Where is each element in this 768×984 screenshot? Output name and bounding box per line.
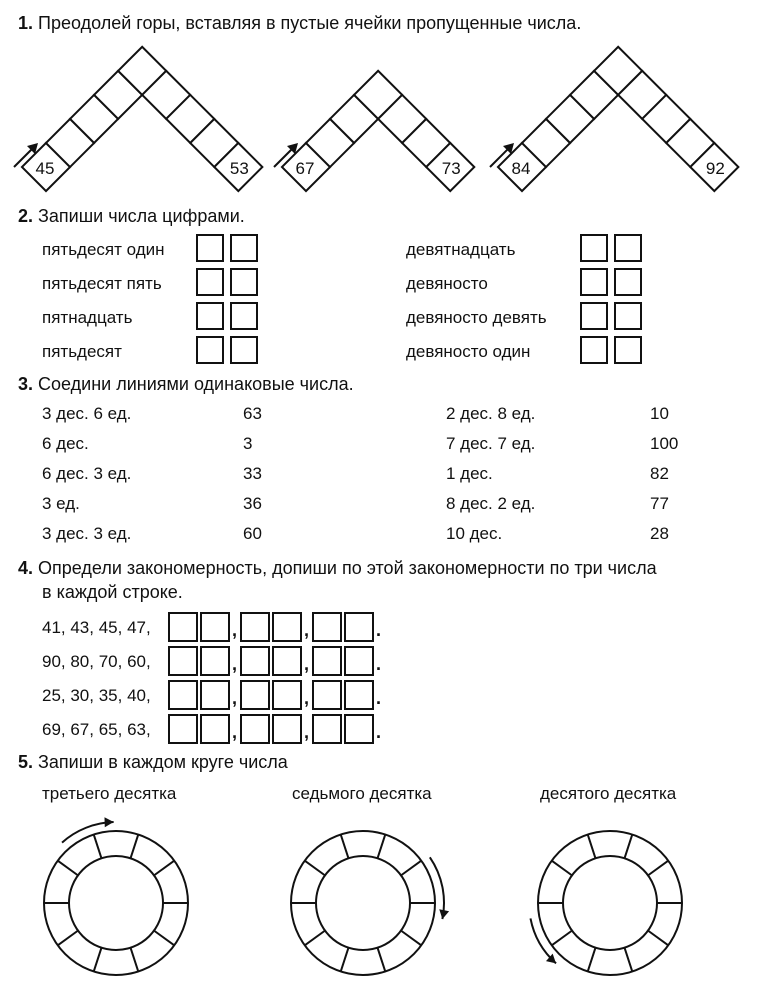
comma-separator: ,: [232, 654, 238, 674]
words-left-2: пятьдесят пять: [42, 274, 162, 293]
answer-cell[interactable]: [230, 302, 258, 330]
sequence-row: 25, 30, 35, 40,: [42, 686, 151, 705]
period-mark: .: [376, 654, 382, 674]
mountain-end-number: 92: [705, 159, 725, 178]
sequence-answer-cell[interactable]: [240, 612, 270, 642]
comma-separator: ,: [232, 688, 238, 708]
answer-cell[interactable]: [580, 234, 608, 262]
task-3-heading: [18, 374, 354, 395]
ring-label-2: седьмого десятка: [292, 784, 432, 803]
period-mark: .: [376, 688, 382, 708]
sequence-row: 41, 43, 45, 47,: [42, 618, 151, 637]
match-item: 2 дес. 8 ед.: [446, 404, 536, 423]
words-left-3: пятнадцать: [42, 308, 133, 327]
task-number: 4.: [18, 558, 34, 578]
words-right-1: девятнадцать: [406, 240, 516, 259]
answer-cell[interactable]: [580, 336, 608, 364]
mountain-end-number: 53: [229, 159, 249, 178]
words-right-4: девяносто один: [406, 342, 531, 361]
number-ring-2: [291, 831, 449, 975]
sequence-answer-cell[interactable]: [272, 714, 302, 744]
match-number: 63: [243, 404, 262, 423]
match-number: 60: [243, 524, 262, 543]
match-item: 3 дес. 3 ед.: [42, 524, 132, 543]
sequence-answer-cell[interactable]: [344, 680, 374, 710]
task-4-heading: [18, 558, 657, 579]
mountains-figure: [0, 40, 768, 200]
answer-cell[interactable]: [196, 234, 224, 262]
mountain-start-number: 67: [295, 159, 315, 178]
sequence-answer-cell[interactable]: [272, 612, 302, 642]
comma-separator: ,: [304, 722, 310, 742]
number-ring-3: [530, 831, 682, 975]
task-number: 3.: [18, 374, 34, 394]
comma-separator: ,: [232, 722, 238, 742]
sequence-answer-cell[interactable]: [272, 680, 302, 710]
sequence-answer-cell[interactable]: [168, 612, 198, 642]
task-1-heading: [18, 13, 581, 34]
mountain-2: [274, 71, 474, 191]
match-number: 28: [650, 524, 669, 543]
mountain-start-number: 84: [511, 159, 531, 178]
sequence-answer-cell[interactable]: [200, 680, 230, 710]
comma-separator: ,: [304, 620, 310, 640]
match-item: 6 дес. 3 ед.: [42, 464, 132, 483]
task-text: Запиши в каждом круге числа: [38, 752, 288, 772]
answer-cell[interactable]: [580, 302, 608, 330]
match-number: 10: [650, 404, 669, 423]
sequence-answer-cell[interactable]: [312, 646, 342, 676]
rings-figure: [0, 800, 768, 984]
answer-cell[interactable]: [230, 336, 258, 364]
sequence-answer-cell[interactable]: [240, 714, 270, 744]
comma-separator: ,: [232, 620, 238, 640]
task-text: Определи закономерность, допиши по этой закономерности по три числа: [38, 558, 657, 578]
answer-cell[interactable]: [230, 234, 258, 262]
answer-cell[interactable]: [196, 302, 224, 330]
sequence-answer-cell[interactable]: [200, 612, 230, 642]
ring-label-1: третьего десятка: [42, 784, 177, 803]
words-right-3: девяносто девять: [406, 308, 547, 327]
match-number: 82: [650, 464, 669, 483]
answer-cell[interactable]: [614, 302, 642, 330]
sequence-answer-cell[interactable]: [344, 612, 374, 642]
match-item: 3 дес. 6 ед.: [42, 404, 132, 423]
sequence-answer-cell[interactable]: [200, 646, 230, 676]
task-text: Соедини линиями одинаковые числа.: [38, 374, 354, 394]
answer-cell[interactable]: [196, 268, 224, 296]
period-mark: .: [376, 620, 382, 640]
answer-cell[interactable]: [614, 336, 642, 364]
match-item: 3 ед.: [42, 494, 80, 513]
sequence-answer-cell[interactable]: [344, 714, 374, 744]
words-right-2: девяносто: [406, 274, 488, 293]
period-mark: .: [376, 722, 382, 742]
sequence-row: 90, 80, 70, 60,: [42, 652, 151, 671]
sequence-row: 69, 67, 65, 63,: [42, 720, 151, 739]
task-number: 1.: [18, 13, 34, 33]
sequence-answer-cell[interactable]: [240, 680, 270, 710]
answer-cell[interactable]: [580, 268, 608, 296]
task-text: Запиши числа цифрами.: [38, 206, 245, 226]
sequence-answer-cell[interactable]: [312, 714, 342, 744]
words-left-1: пятьдесят один: [42, 240, 165, 259]
match-number: 100: [650, 434, 679, 453]
sequence-answer-cell[interactable]: [240, 646, 270, 676]
match-item: 1 дес.: [446, 464, 493, 483]
mountain-3: [490, 47, 738, 191]
match-number: 33: [243, 464, 262, 483]
sequence-answer-cell[interactable]: [168, 680, 198, 710]
match-item: 8 дес. 2 ед.: [446, 494, 536, 513]
ring-label-3: десятого десятка: [540, 784, 677, 803]
task-2-heading: [18, 206, 245, 227]
comma-separator: ,: [304, 688, 310, 708]
answer-cell[interactable]: [614, 234, 642, 262]
task-text: Преодолей горы, вставляя в пустые ячейки пропущенные числа.: [38, 13, 582, 33]
sequence-answer-cell[interactable]: [344, 646, 374, 676]
sequence-answer-cell[interactable]: [272, 646, 302, 676]
comma-separator: ,: [304, 654, 310, 674]
match-item: 10 дес.: [446, 524, 503, 543]
answer-cell[interactable]: [196, 336, 224, 364]
match-item: 6 дес.: [42, 434, 89, 453]
mountain-start-number: 45: [35, 159, 55, 178]
mountain-1: [14, 47, 262, 191]
task-5-heading: [18, 752, 288, 773]
sequence-answer-cell[interactable]: [312, 612, 342, 642]
task-number: 2.: [18, 206, 34, 226]
task-number: 5.: [18, 752, 34, 772]
mountain-end-number: 73: [441, 159, 461, 178]
sequence-answer-cell[interactable]: [312, 680, 342, 710]
answer-cell[interactable]: [614, 268, 642, 296]
match-number: 3: [243, 434, 253, 453]
match-number: 77: [650, 494, 669, 513]
sequence-answer-cell[interactable]: [168, 646, 198, 676]
match-number: 36: [243, 494, 262, 513]
task-4-heading-line2: в каждой строке.: [42, 582, 183, 602]
match-item: 7 дес. 7 ед.: [446, 434, 536, 453]
words-left-4: пятьдесят: [42, 342, 122, 361]
sequence-answer-cell[interactable]: [200, 714, 230, 744]
number-ring-1: [44, 817, 188, 975]
answer-cell[interactable]: [230, 268, 258, 296]
sequence-answer-cell[interactable]: [168, 714, 198, 744]
